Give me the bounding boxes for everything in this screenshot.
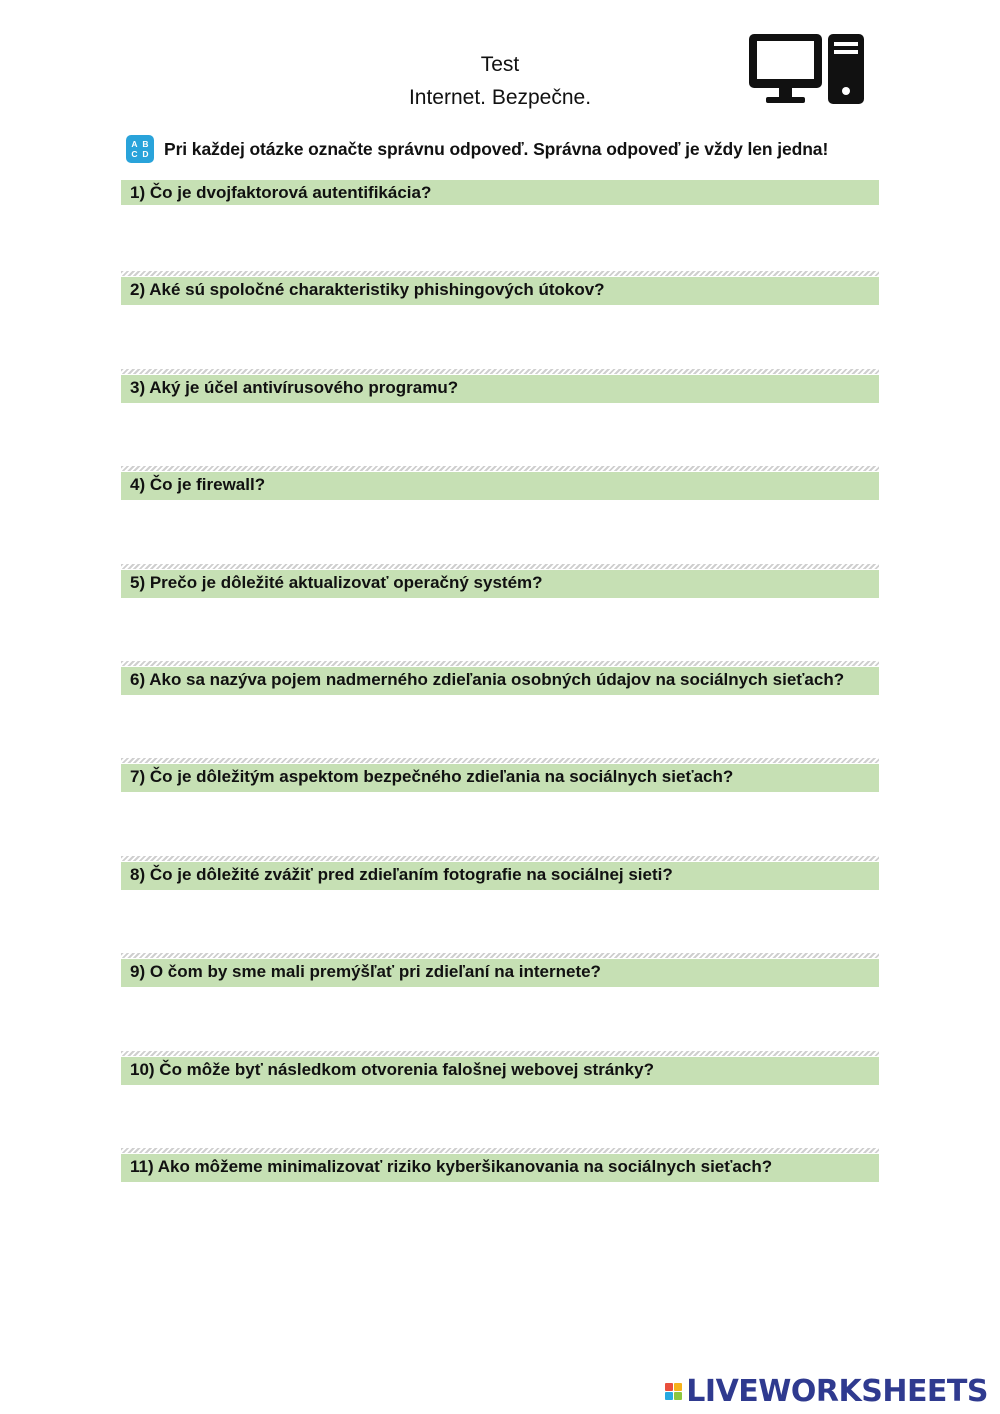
abcd-icon [126,135,154,163]
question-text: 8) Čo je dôležité zvážiť pred zdieľaním fotografie na sociálnej sieti? [130,864,673,884]
question-item [121,959,879,1056]
question-text: 9) O čom by sme mali premýšľať pri zdieľaní na internete? [130,962,601,982]
question-bar [121,1154,879,1182]
question-bar [121,570,879,598]
question-bar [121,472,879,500]
abcd-icon-letter: A [131,139,138,149]
question-divider [121,661,879,666]
question-text: 1) Čo je dvojfaktorová autentifikácia? [130,183,432,202]
question-list [121,180,879,1251]
question-divider [121,271,879,276]
question-divider [121,1051,879,1056]
instruction-text: Pri každej otázke označte správnu odpoveď. Správna odpoveď je vždy len jedna! [164,138,829,159]
question-item [121,1154,879,1251]
question-text: 5) Prečo je dôležité aktualizovať operačný systém? [130,572,543,592]
question-item [121,472,879,569]
question-text: 4) Čo je firewall? [130,475,266,495]
question-divider [121,758,879,763]
page-subtitle: Internet. Bezpečne. [408,86,592,109]
question-divider [121,466,879,471]
question-bar [121,180,879,205]
question-divider [121,953,879,958]
question-bar [121,1057,879,1085]
question-item [121,862,879,959]
question-divider [121,856,879,861]
question-bar [121,277,879,305]
abcd-icon-letter: C [131,149,138,159]
question-bar [121,959,879,987]
question-bar [121,862,879,890]
question-item [121,180,879,277]
question-item [121,1057,879,1154]
abcd-icon-letter: B [142,139,149,149]
question-divider [121,1148,879,1153]
question-bar [121,764,879,792]
instruction [126,134,828,164]
question-text: 3) Aký je účel antivírusového programu? [130,377,459,397]
question-bar [121,375,879,403]
question-text: 2) Aké sú spoločné charakteristiky phishingových útokov? [130,280,605,300]
question-text: 6) Ako sa nazýva pojem nadmerného zdieľania osobných údajov na sociálnych sieťach? [130,669,845,689]
question-item [121,375,879,472]
question-item [121,764,879,861]
abcd-icon-letter: D [142,149,149,159]
question-text: 7) Čo je dôležitým aspektom bezpečného zdieľania na sociálnych sieťach? [130,767,734,787]
liveworksheets-logo-icon [665,1383,682,1400]
question-text: 11) Ako môžeme minimalizovať riziko kyberšikanovania na sociálnych sieťach? [130,1156,773,1176]
question-item [121,667,879,764]
question-item [121,570,879,667]
question-divider [121,564,879,569]
question-item [121,277,879,374]
page-title: Test [480,53,520,76]
desktop-computer-icon [746,31,866,107]
question-divider [121,369,879,374]
question-bar [121,667,879,695]
brand-text: LIVEWORKSHEETS [686,1374,988,1409]
liveworksheets-brand[interactable] [665,1374,988,1409]
question-text: 10) Čo môže byť následkom otvorenia falošnej webovej stránky? [130,1059,654,1079]
